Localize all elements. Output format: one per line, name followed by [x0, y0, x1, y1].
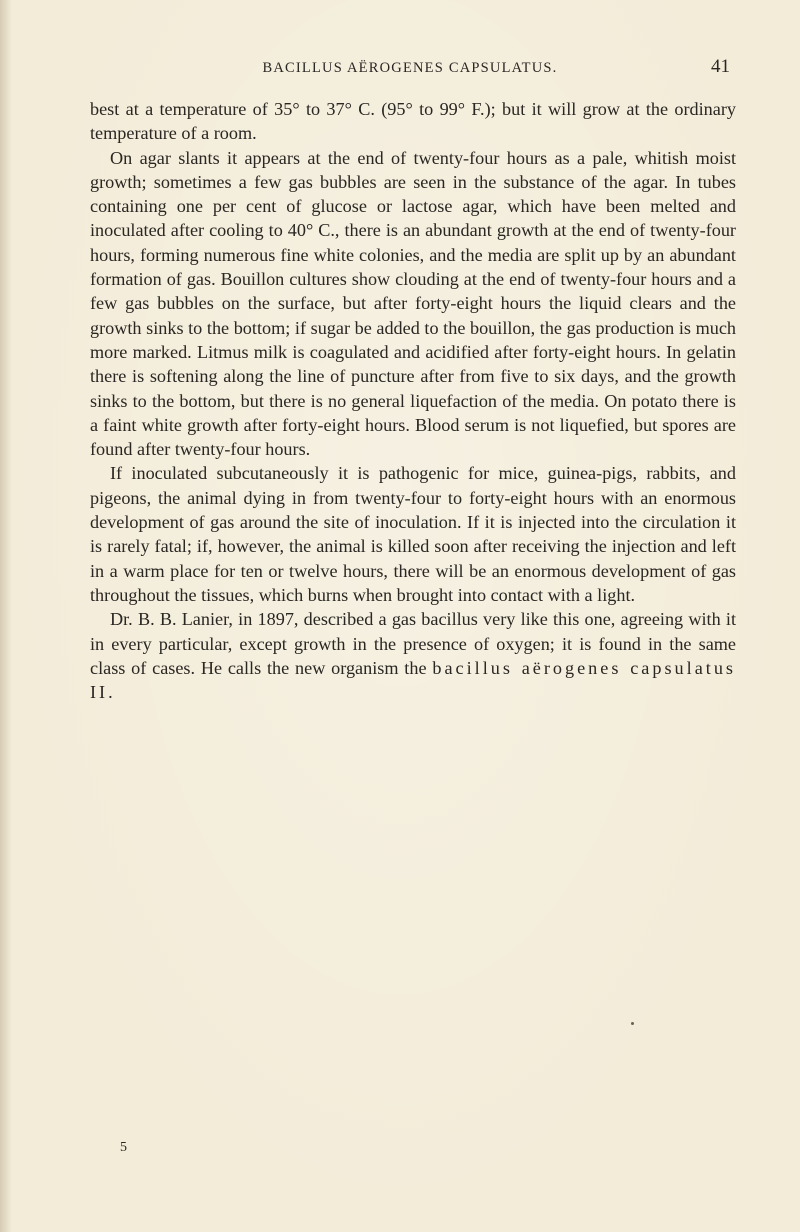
- page-header: [90, 56, 730, 80]
- paragraph-1: best at a temperature of 35° to 37° C. (95° to 99° F.); but it will grow at the ordinary temperature of a room.: [90, 99, 736, 144]
- running-head: BACILLUS AËROGENES CAPSULATUS.: [262, 60, 558, 76]
- body-text: [90, 97, 736, 704]
- page-number: 41: [711, 56, 730, 77]
- organism-name: bacillus aërogenes capsulatus II.: [90, 657, 736, 703]
- paragraph-2: On agar slants it appears at the end of twenty-four hours as a pale, whitish moist growth; sometimes a few gas bubbles are seen in the substance of the agar. In tubes containing one per cent of glucose or lactose agar, which have been melted and inoculated after cooling to 40° C., there is an abundant growth at the end of twenty-four hours, forming numerous fine white colonies, and the media are split up by an abundant formation of gas. Bouillon cultures show clouding at the end of twenty-four hours and a few gas bubbles on the surface, but after forty-eight hours the liquid clears and the growth sinks to the bottom; if sugar be added to the bouillon, the gas production is much more marked. Litmus milk is coagulated and acidified after forty-eight hours. In gelatin there is softening along the line of puncture after from five to six days, and the growth sinks to the bottom, but there is no general liquefaction of the media. On potato there is a faint white growth after forty-eight hours. Blood serum is not liquefied, but spores are found after twenty-four hours.: [90, 147, 736, 460]
- signature-mark: 5: [120, 1140, 127, 1155]
- paper-speck: [631, 1022, 634, 1025]
- paragraph-4: [90, 607, 736, 704]
- paragraph-3: If inoculated subcutaneously it is pathogenic for mice, guinea-pigs, rabbits, and pigeons, the animal dying in from twenty-four to forty-eight hours with an enormous development of gas around the site of inoculation. If it is injected into the circulation it is rarely fatal; if, however, the animal is killed soon after receiving the injection and left in a warm place for ten or twelve hours, there will be an enormous development of gas throughout the tissues, which burns when brought into contact with a light.: [90, 463, 736, 605]
- page-edge-shadow: [0, 0, 12, 1232]
- paragraph-4-text: Dr. B. B. Lanier, in 1897, described a gas bacillus very like this one, agreeing with it in every particular, except growth in the presence of oxygen; it is found in the same class of cases. He calls the new organism the: [90, 609, 736, 678]
